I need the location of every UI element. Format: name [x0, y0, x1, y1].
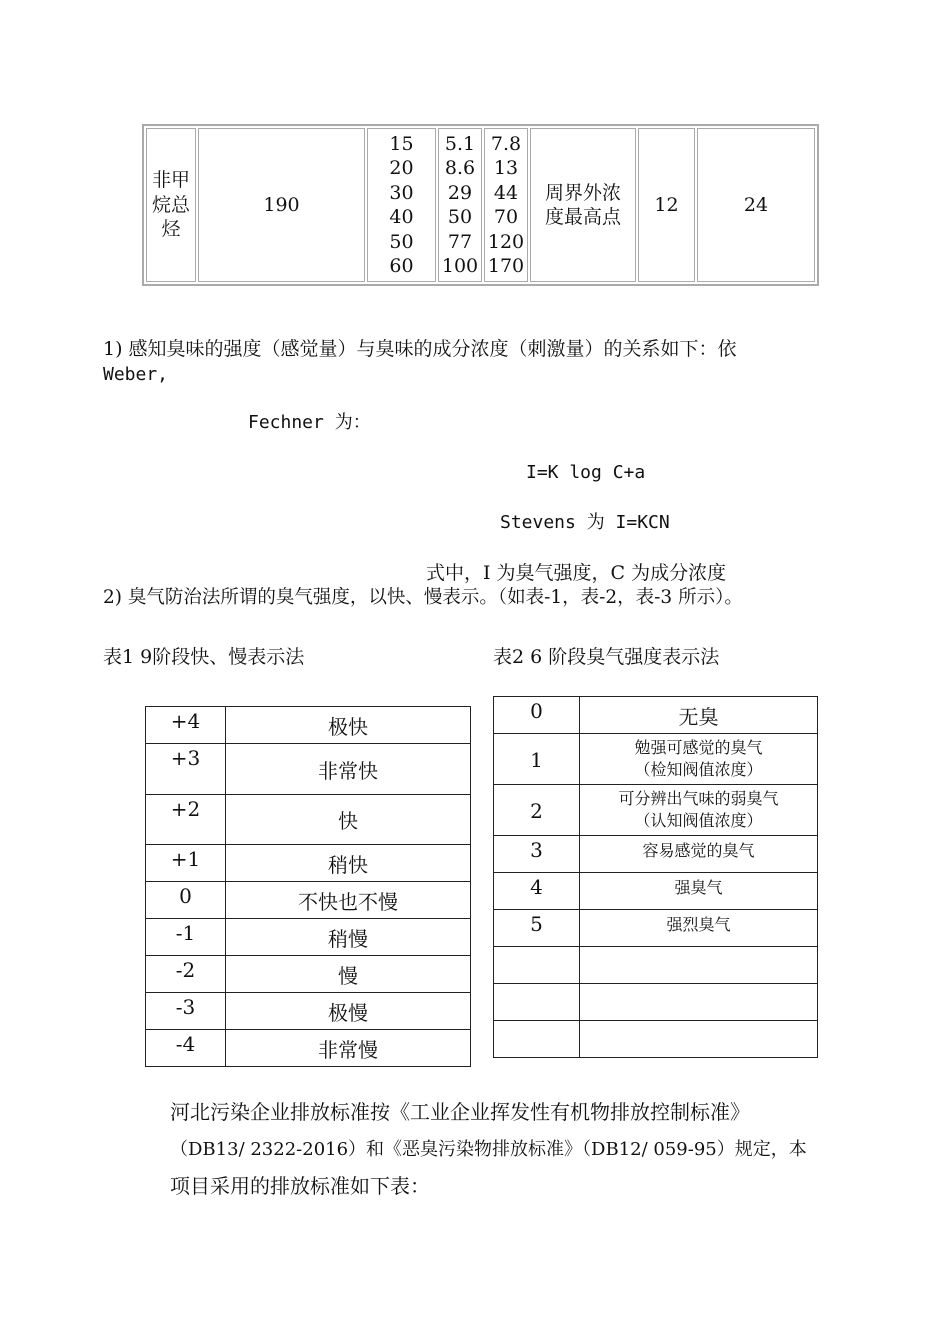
table2-note: （认知阀值浓度） [634, 811, 763, 830]
table1-label: 非常慢 [226, 1030, 471, 1067]
table2-level [494, 984, 580, 1021]
table1-level: 0 [146, 882, 226, 919]
pollutant-cell [146, 128, 196, 282]
table2-level [494, 1021, 580, 1058]
paragraph-1-line-2: Weber, [103, 364, 169, 385]
monitor-point-line: 周界外浓 [544, 181, 621, 204]
standard-paragraph-line-3: 项目采用的排放标准如下表： [170, 1174, 430, 1198]
table2-label [580, 1021, 818, 1058]
table2-label: 无臭 [580, 697, 818, 734]
paragraph-1-line-1: 1) 感知臭味的强度（感觉量）与臭味的成分浓度（刺激量）的关系如下：依 [103, 338, 737, 360]
rate-b-value: 7.8 [490, 132, 522, 155]
rate-b-cell [484, 128, 528, 282]
table2-level: 0 [494, 697, 580, 734]
height-value: 40 [389, 206, 414, 228]
table2-label: 容易感觉的臭气 [580, 836, 818, 873]
standard-paragraph-line-1: 河北污染企业排放标准按《工业企业挥发性有机物排放控制标准》 [170, 1100, 750, 1124]
table1-level: +1 [146, 845, 226, 882]
rate-a-value: 77 [447, 230, 473, 253]
table1-level: +4 [146, 707, 226, 744]
table1-level: +2 [146, 795, 226, 845]
table2-label [580, 947, 818, 984]
table1-label: 稍慢 [226, 919, 471, 956]
table1-label: 不快也不慢 [226, 882, 471, 919]
table2-level: 2 [494, 785, 580, 836]
table1-level: -3 [146, 993, 226, 1030]
table1-level: -2 [146, 956, 226, 993]
pollutant-line: 烃 [161, 218, 181, 241]
table2-level [494, 947, 580, 984]
formula-legend: 式中，I 为臭气强度，C 为成分浓度 [426, 562, 727, 584]
table2-label: 强烈臭气 [580, 910, 818, 947]
rate-a-cell [438, 128, 482, 282]
rate-b-value: 44 [493, 181, 519, 204]
table2-label: 勉强可感觉的臭气 [634, 738, 763, 757]
rate-a-value: 8.6 [444, 157, 476, 179]
standard-paragraph-line-2: （DB13/ 2322-2016）和《恶臭污染物排放标准》（DB12/ 059-95）规定，本 [170, 1139, 807, 1160]
table2-level: 1 [494, 734, 580, 785]
limit-a-cell: 12 [638, 128, 695, 282]
table2-label: 可分辨出气味的弱臭气 [618, 789, 779, 808]
table2-level: 5 [494, 910, 580, 947]
table2-label: 强臭气 [580, 873, 818, 910]
table1-label: 极慢 [226, 993, 471, 1030]
table1-label: 非常快 [226, 744, 471, 795]
table2-note: （检知阀值浓度） [634, 760, 763, 779]
limit-b-cell: 24 [697, 128, 815, 282]
rate-a-value: 5.1 [444, 132, 476, 155]
table2-level: 3 [494, 836, 580, 873]
monitor-point-line: 度最高点 [544, 206, 621, 228]
table1-label: 快 [226, 795, 471, 845]
rate-b-value: 120 [487, 230, 525, 253]
table2-description [580, 734, 818, 785]
formula-weber-fechner: I=K log C+a [526, 462, 646, 483]
rate-b-value: 70 [493, 206, 519, 228]
pollutant-line: 非甲 [151, 169, 190, 192]
table1-label: 慢 [226, 956, 471, 993]
pollutant-line: 烷总 [151, 193, 190, 216]
table2-caption: 表2 6 阶段臭气强度表示法 [493, 646, 720, 668]
table1-label: 稍快 [226, 845, 471, 882]
paragraph-2: 2) 臭气防治法所谓的臭气强度，以快、慢表示。（如表-1，表-2，表-3 所示）。 [103, 587, 743, 608]
concentration-cell: 190 [198, 128, 365, 282]
table1-caption: 表1 9阶段快、慢表示法 [103, 646, 305, 668]
table2-level: 4 [494, 873, 580, 910]
table1-speed-levels [145, 706, 471, 1067]
emission-standard-table [142, 124, 819, 286]
height-value: 60 [389, 255, 414, 277]
height-value: 50 [389, 230, 414, 253]
table2-label [580, 984, 818, 1021]
table1-level: -1 [146, 919, 226, 956]
rate-a-value: 100 [441, 255, 479, 277]
table2-description [580, 785, 818, 836]
table2-odor-intensity [493, 696, 818, 1058]
table1-level: -4 [146, 1030, 226, 1067]
table1-level: +3 [146, 744, 226, 795]
heights-cell [367, 128, 436, 282]
rate-a-value: 50 [447, 206, 473, 228]
monitor-point-cell [530, 128, 636, 282]
fechner-line: Fechner 为： [248, 412, 371, 433]
height-value: 30 [389, 181, 414, 204]
rate-b-value: 170 [487, 255, 525, 277]
height-value: 20 [389, 157, 414, 179]
table1-label: 极快 [226, 707, 471, 744]
formula-stevens: Stevens 为 I=KCN [500, 512, 670, 533]
rate-b-value: 13 [493, 157, 519, 179]
height-value: 15 [389, 132, 414, 155]
rate-a-value: 29 [447, 181, 473, 204]
